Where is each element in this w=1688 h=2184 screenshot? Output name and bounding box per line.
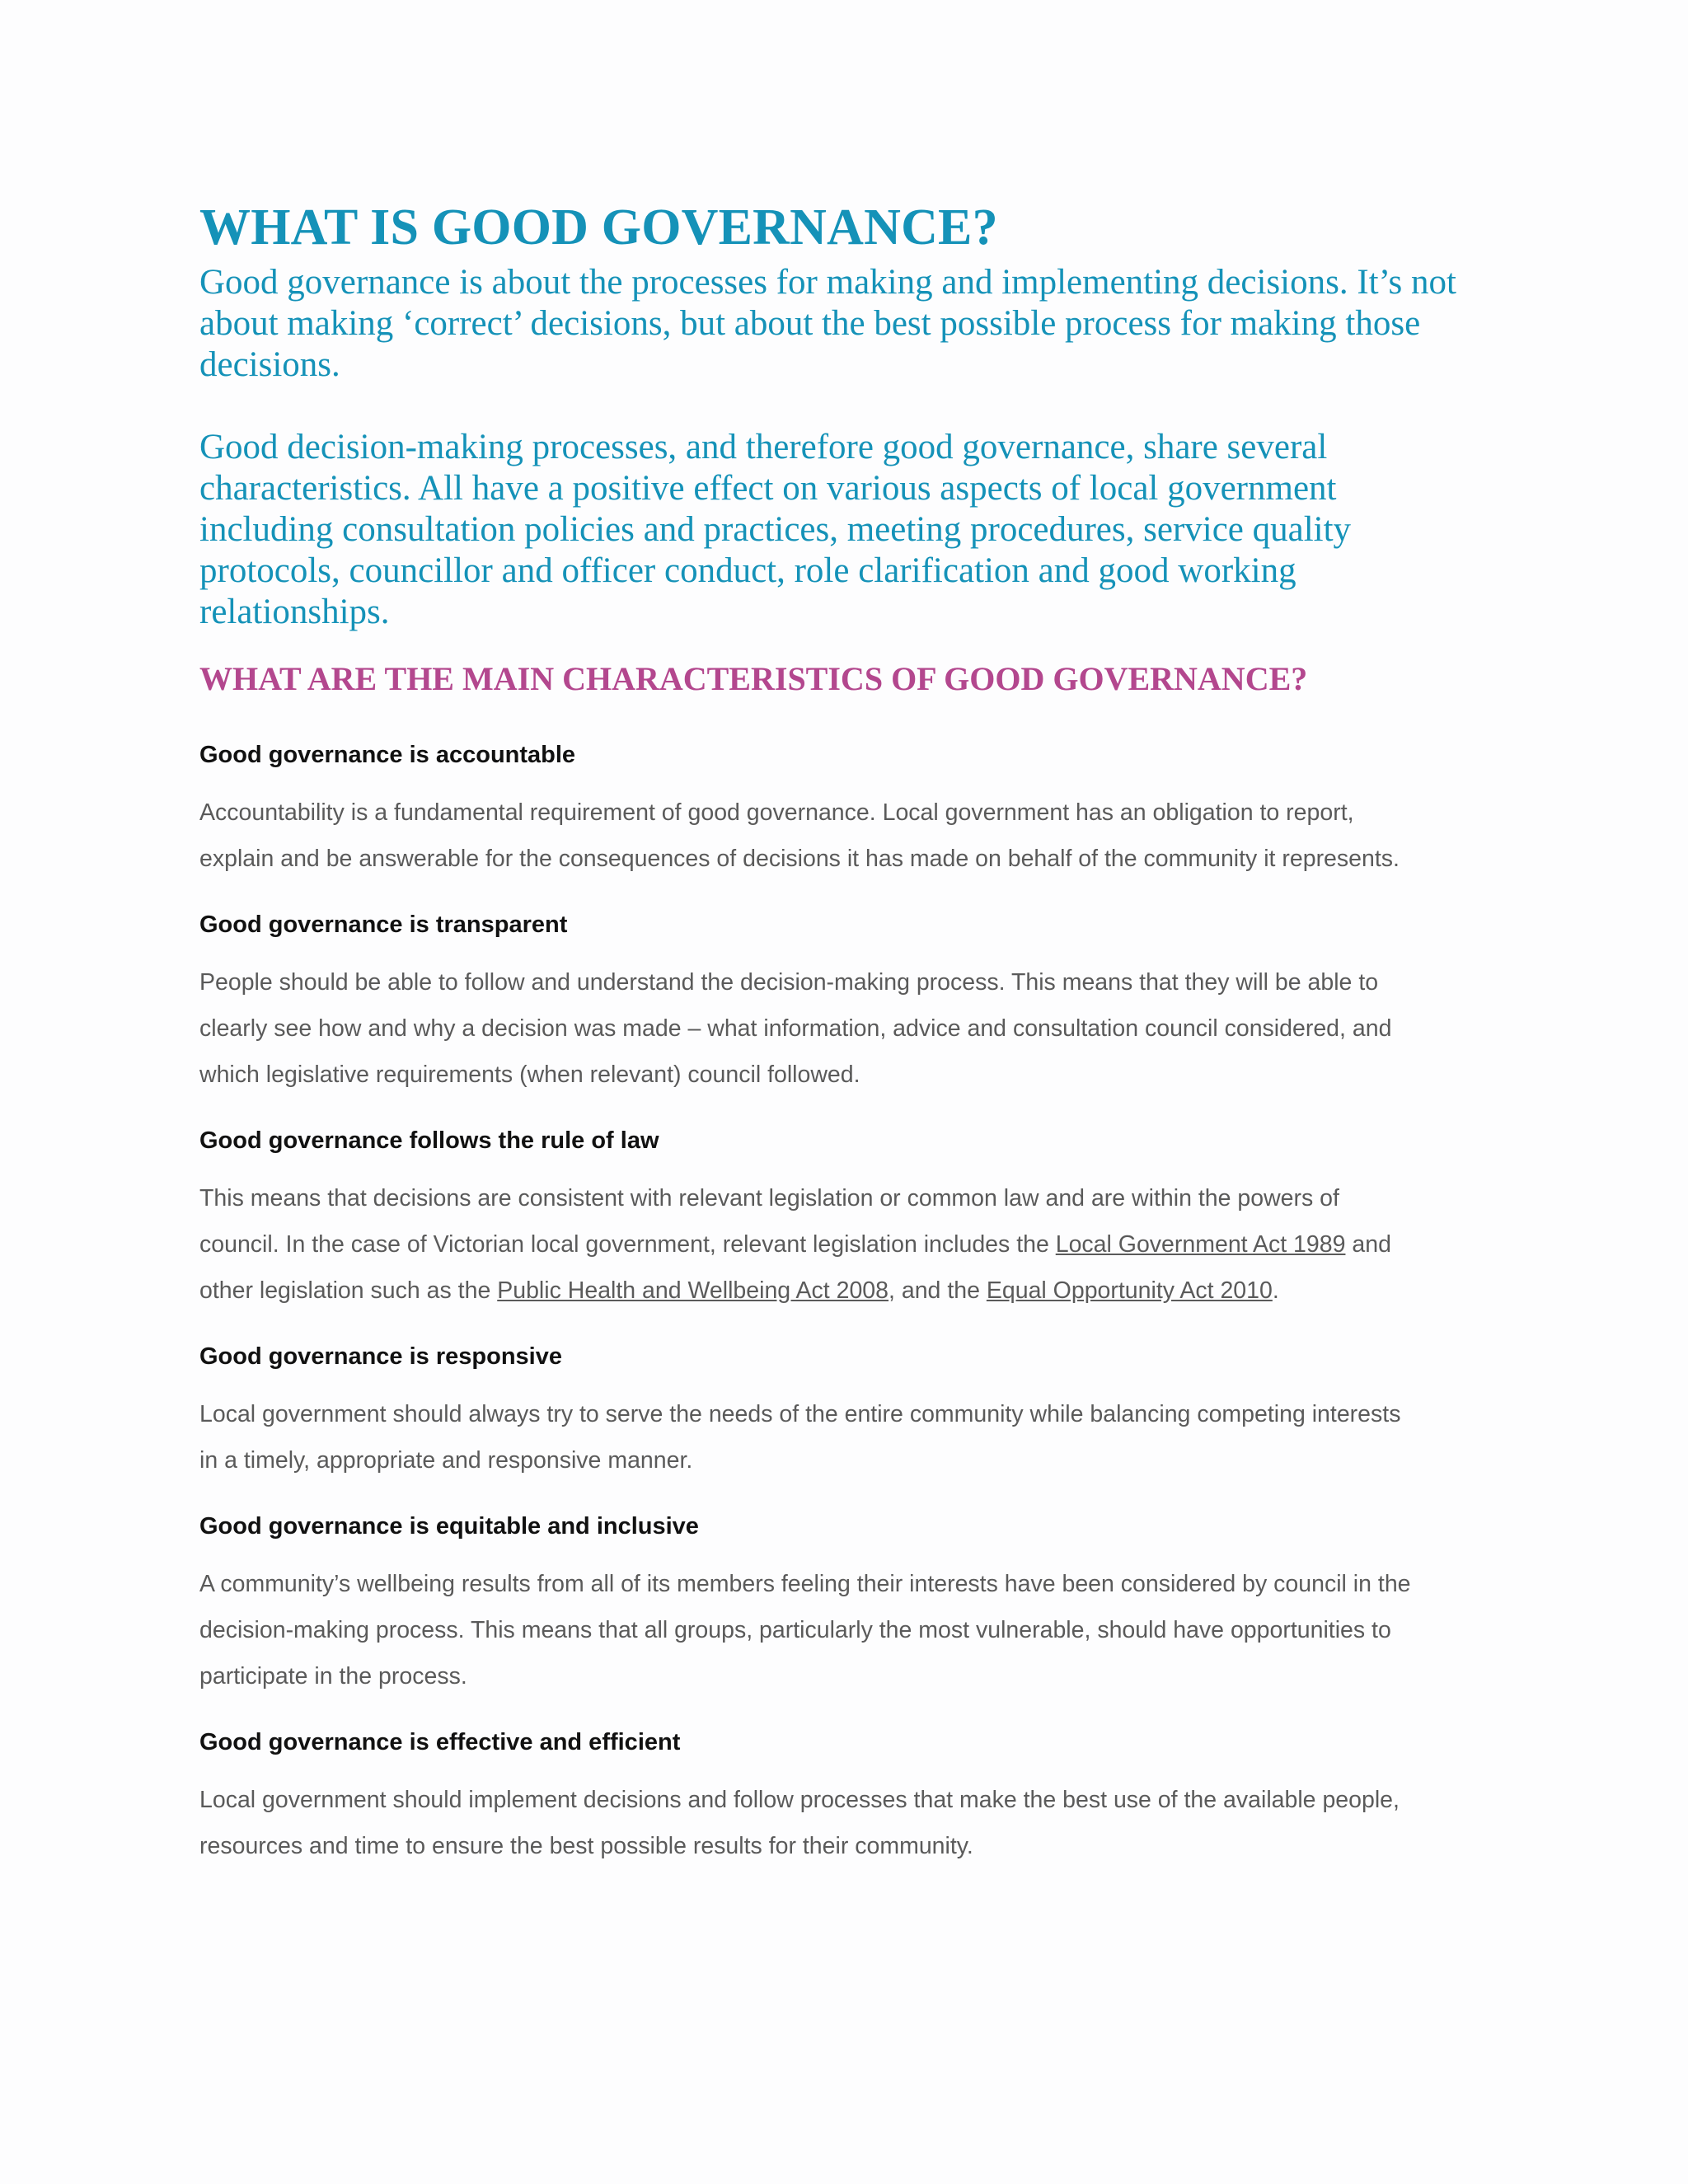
body-text-part: , and the	[889, 1277, 987, 1304]
characteristic-body: Local government should always try to serve the needs of the entire community while balancing competing interests in a timely, appropriate and responsive manner.	[199, 1401, 1401, 1474]
intro-paragraph-1: Good governance is about the processes for making and implementing decisions. It’s not about making ‘correct’ decisions, but about the best possible process for making those decisions.	[199, 263, 1456, 384]
page-title: WHAT IS GOOD GOVERNANCE?	[199, 199, 998, 255]
document-page	[199, 198, 1502, 1897]
characteristic-rule-of-law	[199, 1126, 1502, 1314]
characteristic-title: Good governance follows the rule of law	[199, 1127, 659, 1154]
public-health-act-link[interactable]: Public Health and Wellbeing Act 2008	[497, 1277, 889, 1304]
equal-opportunity-act-link[interactable]: Equal Opportunity Act 2010	[986, 1277, 1273, 1304]
characteristic-title: Good governance is responsive	[199, 1343, 562, 1370]
characteristic-title: Good governance is accountable	[199, 742, 576, 768]
body-text-part: .	[1272, 1277, 1279, 1304]
characteristic-effective-efficient	[199, 1727, 1502, 1869]
characteristic-body: Local government should implement decisions and follow processes that make the best use of the available people, resources and time to ensure the best possible results for their community.	[199, 1787, 1400, 1859]
body-text-part: This means that decisions are consistent with relevant legislation or common law and are within the powers of council. In the case of Victorian local government, relevant legislation includes the	[199, 1185, 1339, 1258]
characteristics-heading: WHAT ARE THE MAIN CHARACTERISTICS OF GOOD GOVERNANCE?	[199, 660, 1308, 697]
characteristic-title: Good governance is equitable and inclusive	[199, 1513, 699, 1540]
characteristic-title: Good governance is effective and efficient	[199, 1729, 681, 1755]
characteristic-body: People should be able to follow and understand the decision-making process. This means that they will be able to clearly see how and why a decision was made – what information, advice and consultation council considered, and which legislative requirements (when relevant) council followed.	[199, 969, 1392, 1088]
characteristic-accountable	[199, 740, 1502, 882]
characteristic-responsive	[199, 1342, 1502, 1483]
characteristic-title: Good governance is transparent	[199, 912, 568, 938]
characteristic-body: Accountability is a fundamental requirement of good governance. Local government has an obligation to report, explain and be answerable for the consequences of decisions it has made on behalf of the community it represents.	[199, 799, 1400, 872]
characteristic-body: A community’s wellbeing results from all of its members feeling their interests have been considered by council in the decision-making process. This means that all groups, particularly the most vulnerable, should have opportunities to participate in the process.	[199, 1571, 1411, 1690]
characteristic-equitable-inclusive	[199, 1511, 1502, 1699]
characteristic-body	[199, 1175, 1502, 1314]
intro-paragraph-2: Good decision-making processes, and therefore good governance, share several characteristics. All have a positive effect on various aspects of local government including consultation policies and practices, meeting procedures, service quality protocols, councillor and officer conduct, role clarification and good working relationships.	[199, 428, 1352, 631]
characteristic-transparent	[199, 910, 1502, 1098]
body-text-part: and other legislation such as the	[199, 1231, 1391, 1304]
local-government-act-link[interactable]: Local Government Act 1989	[1055, 1231, 1346, 1258]
